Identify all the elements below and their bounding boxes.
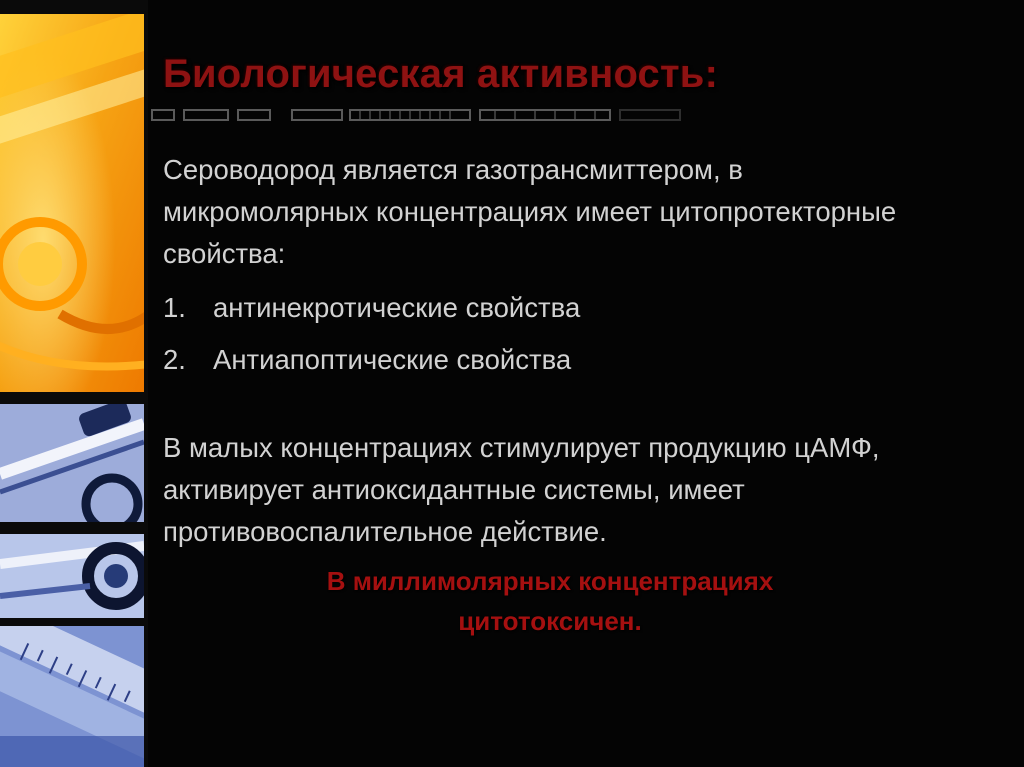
blue-medical-photo [0, 626, 144, 767]
list-item-text: антинекротические свойства [213, 292, 581, 323]
orange-medical-photo [0, 14, 144, 392]
slide-title: Биологическая активность: [163, 52, 719, 96]
list-item [163, 282, 580, 334]
list-item-number: 1. [163, 292, 186, 323]
title-underline-decoration [150, 106, 690, 124]
blue-medical-photo [0, 534, 144, 618]
list-item [163, 334, 580, 386]
blue-medical-photo [0, 404, 144, 522]
list-item-number: 2. [163, 344, 186, 375]
toxicity-warning: В миллимолярных концентрациях цитотоксичен. [326, 566, 774, 636]
intro-paragraph: Сероводород является газотрансмиттером, в микромолярных концентрациях имеет цитопротекторные свойства: [163, 154, 897, 269]
list-item-text: Антиапоптические свойства [213, 344, 572, 375]
properties-list [163, 282, 580, 386]
photo-strip [0, 0, 148, 767]
effects-paragraph: В малых концентрациях стимулирует продукцию цАМФ, активирует антиоксидантные системы, имеет противовоспалительное действие. [163, 432, 880, 547]
